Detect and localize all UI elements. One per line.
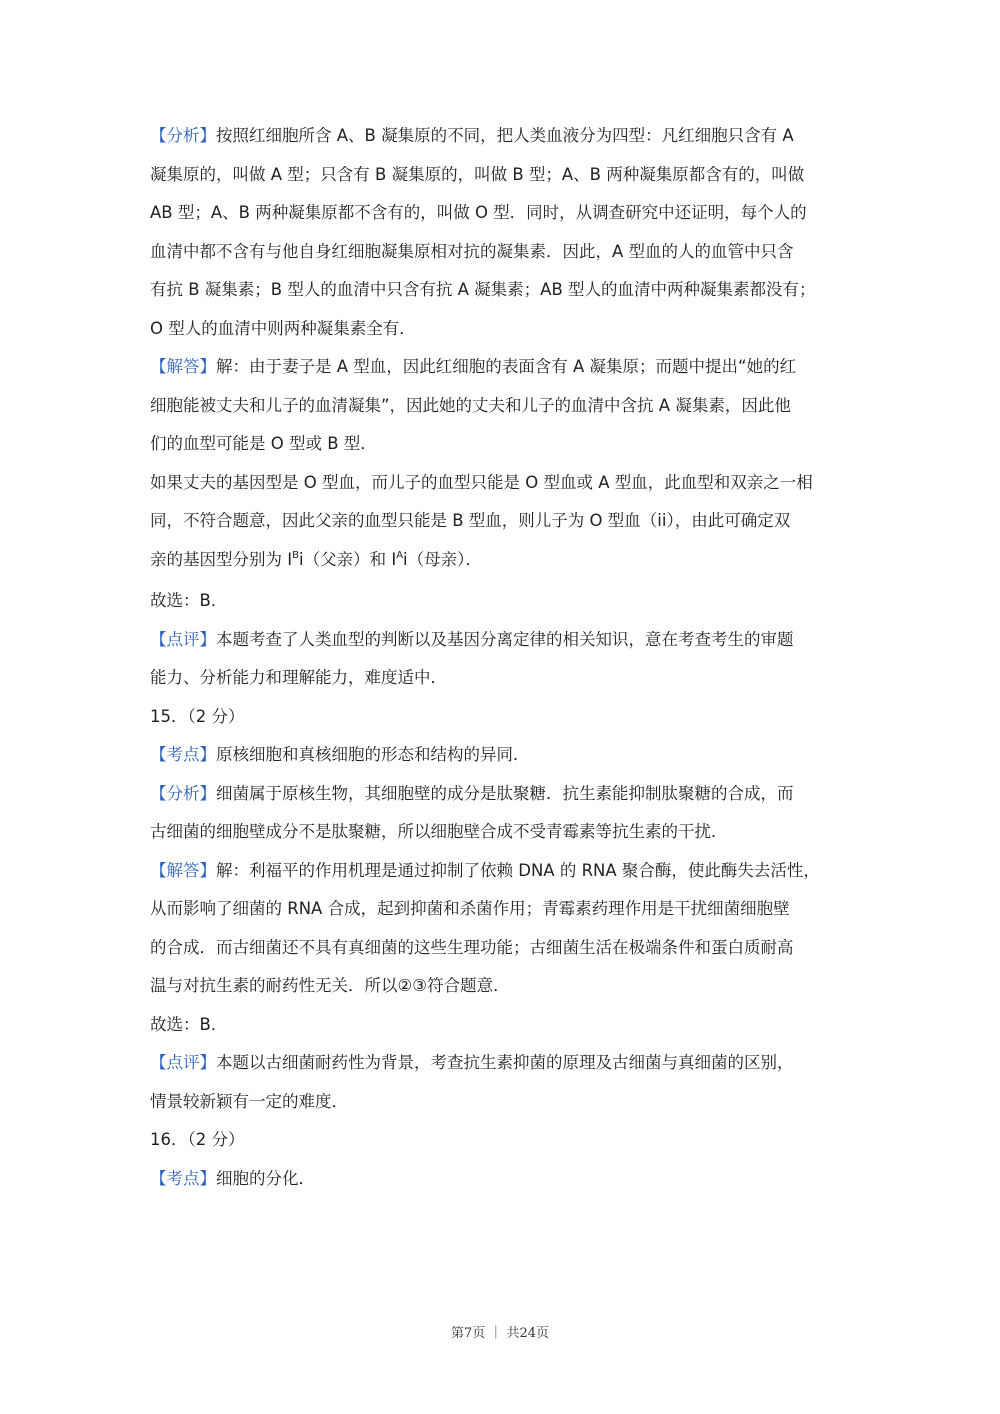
q15-comment-line: 【点评】本题以古细菌耐药性为背景，考查抗生素抑菌的原理及古细菌与真细菌的区别，	[150, 1053, 794, 1072]
q14-analysis-line: 有抗 B 凝集素；B 型人的血清中只含有抗 A 凝集素；AB 型人的血清中两种凝集素都没有；	[150, 280, 816, 299]
q14-answer-line: 【解答】解：由于妻子是 A 型血，因此红细胞的表面含有 A 凝集原；而题中提出“她的红	[150, 357, 797, 376]
q15-answer-line: 的合成．而古细菌还不具有真细菌的这些生理功能；古细菌生活在极端条件和蛋白质耐高	[150, 937, 794, 957]
analysis-tag: 【分析】	[150, 126, 216, 145]
q15-point: 【考点】原核细胞和真核细胞的形态和结构的异同．	[150, 745, 530, 764]
answer-tag: 【解答】	[150, 860, 216, 880]
q15-choice: 故选：B．	[150, 1014, 228, 1034]
document-body	[150, 117, 855, 1198]
q15-header: 15．（2 分）	[150, 706, 245, 726]
q14-analysis-line: 【分析】按照红细胞所含 A、B 凝集原的不同，把人类血液分为四型：凡红细胞只含有 A	[150, 126, 794, 145]
q14-choice: 故选：B．	[150, 591, 228, 610]
q16-point: 【考点】细胞的分化．	[150, 1168, 315, 1188]
q15-comment-line: 情景较新颖有一定的难度．	[150, 1091, 348, 1111]
q14-answer-line: 们的血型可能是 O 型或 B 型．	[150, 434, 377, 453]
point-tag: 【考点】	[150, 745, 216, 764]
answer-tag: 【解答】	[150, 357, 216, 376]
point-tag: 【考点】	[150, 1168, 216, 1188]
comment-tag: 【点评】	[150, 1053, 216, 1072]
q15-analysis-line: 古细菌的细胞壁成分不是肽聚糖，所以细胞壁合成不受青霉素等抗生素的干扰．	[150, 822, 728, 841]
q14-answer-line: 细胞能被丈夫和儿子的血清凝集”，因此她的丈夫和儿子的血清中含抗 A 凝集素，因此他	[150, 395, 791, 415]
comment-tag: 【点评】	[150, 629, 216, 649]
superscript-a: A	[396, 549, 404, 561]
q15-analysis-line: 【分析】细菌属于原核生物，其细胞壁的成分是肽聚糖．抗生素能抑制肽聚糖的合成，而	[150, 783, 794, 803]
q14-analysis-line: 血清中都不含有与他自身红细胞凝集原相对抗的凝集素．因此，A 型血的人的血管中只含	[150, 241, 794, 261]
q14-analysis-line: 凝集原的，叫做 A 型；只含有 B 凝集原的，叫做 B 型；A、B 两种凝集原都含有的，叫做	[150, 164, 805, 184]
q14-analysis-line: AB 型；A、B 两种凝集原都不含有的，叫做 O 型．同时，从调查研究中还证明，每个人的	[150, 203, 807, 222]
q15-answer-line: 【解答】解：利福平的作用机理是通过抑制了依赖 DNA 的 RNA 聚合酶，使此酶失去活性，	[150, 860, 820, 880]
q14-answer-line: 同，不符合题意，因此父亲的血型只能是 B 型血，则儿子为 O 型血（ii），由此可确定双	[150, 511, 791, 530]
superscript-b: B	[292, 549, 299, 561]
page-footer: 第7页 ｜ 共24页	[450, 1326, 550, 1341]
q14-answer-line: 亲的基因型分别为 $I^Bi$（父亲）和 $I^Ai$（母亲）．	[150, 549, 482, 569]
q14-analysis-line: O 型人的血清中则两种凝集素全有．	[150, 318, 416, 338]
q14-comment-line: 能力、分析能力和理解能力，难度适中．	[150, 668, 447, 687]
q14-comment-line: 【点评】本题考查了人类血型的判断以及基因分离定律的相关知识，意在考查考生的审题	[150, 629, 794, 649]
analysis-tag: 【分析】	[150, 783, 216, 803]
q15-answer-line: 温与对抗生素的耐药性无关．所以②③符合题意．	[150, 976, 510, 995]
q16-header: 16．（2 分）	[150, 1130, 245, 1149]
q15-answer-line: 从而影响了细菌的 RNA 合成，起到抑菌和杀菌作用；青霉素药理作用是干扰细菌细胞壁	[150, 899, 790, 918]
q14-answer-line: 如果丈夫的基因型是 O 型血，而儿子的血型只能是 O 型血或 A 型血，此血型和双亲之一相	[150, 472, 813, 492]
